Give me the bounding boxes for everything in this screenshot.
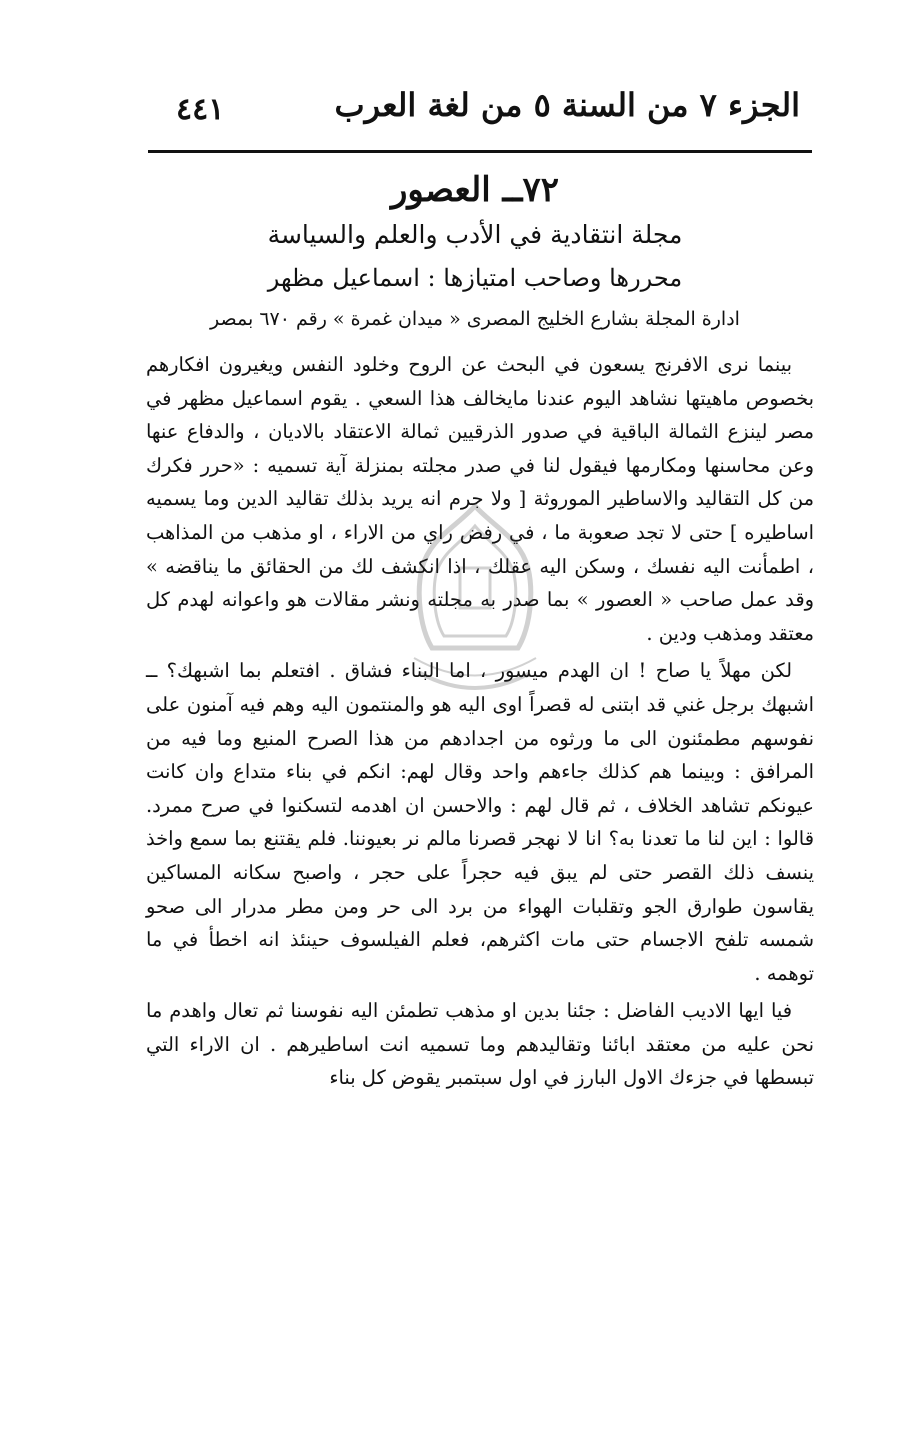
page-header (140, 84, 800, 140)
page-number: ٤٤١ (176, 92, 225, 127)
header-rule (148, 150, 812, 153)
article-body (146, 348, 814, 1095)
article-subtitle: مجلة انتقادية في الأدب والعلم والسياسة (267, 220, 683, 249)
paragraph-2: لكن مهلاً يا صاح ! ان الهدم ميسور ، اما البناء فشاق . افتعلم بما اشبهك؟ ــ اشبهك برجل غني قد ابتنى له قصراً اوى اليه هو والمنتمون اليه وهم فيه آمنون على نفوسهم مطمئنون الى ما ورثوه من اجدادهم من هذا الصرح المنيع وما فيه من المرافق : وبينما هم كذلك جاءهم واحد وقال لهم: انكم في بناء متداع وان كانت عيونكم تشاهد الخلاف ، ثم قال لهم : والاحسن ان اهدمه لتسكنوا في صرح ممرد. قالوا : اين لنا ما تعدنا به؟ انا لا نهجر قصرنا مالم نر بعيوننا. فلم يقتنع بما سمع واخذ ينسف ذلك القصر حتى لم يبق فيه حجراً على حجر ، واصبح سكانه المساكين يقاسون طوارق الجو وتقلبات الهواء من برد الى حر ومن مطر مدرار الى صحو شمسه تلفح الاجسام حتى مات اكثرهم، فعلم الفيلسوف حينئذ انه اخطأ في ما توهمه . (146, 659, 814, 985)
editor-line: محررها وصاحب امتيازها : اسماعيل مظهر (267, 264, 683, 292)
paragraph-3: فيا ايها الاديب الفاضل : جئنا بدين او مذهب تطمئن اليه نفوسنا ثم تعال واهدم ما نحن عليه من معتقد ابائنا وتقاليدهم وما تسميه انت اساطيرهم . ان الاراء التي تبسطها في جزءك الاول البارز في اول سبتمبر يقوض كل بناء (146, 999, 814, 1090)
article-title: ٧٢ــ العصور (391, 170, 559, 210)
address-line: ادارة المجلة بشارع الخليج المصرى « ميدان غمرة » رقم ٦٧٠ بمصر (210, 308, 740, 330)
running-title: الجزء ٧ من السنة ٥ من لغة العرب (334, 86, 800, 124)
paragraph-1: بينما نرى الافرنج يسعون في البحث عن الروح وخلود النفس ويغيرون افكارهم بخصوص ماهيتها نشاهد اليوم عندنا مايخالف هذا السعي . يقوم اسماعيل مظهر في مصر لينزع الثمالة الباقية في صدور الذرقيين ثمالة الاعتقاد بالاديان ، والدفاع عنها وعن محاسنها ومكارمها فيقول لنا في صدر مجلته بمنزلة آية تسميه : «حرر فكرك من كل التقاليد والاساطير الموروثة [ ولا جرم انه يريد بذلك تقاليد الدين وما يسميه اساطيره ] حتى لا تجد صعوبة ما ، في رفض راي من الاراء ، او مذهب من المذاهب ، اطمأنت اليه نفسك ، وسكن اليه عقلك ، اذا انكشف لك من الحقائق ما يناقضه » وقد عمل صاحب « العصور » بما صدر به مجلته ونشر مقالات هو واعوانه لهدم كل معتقد ومذهب ودين . (146, 353, 814, 645)
